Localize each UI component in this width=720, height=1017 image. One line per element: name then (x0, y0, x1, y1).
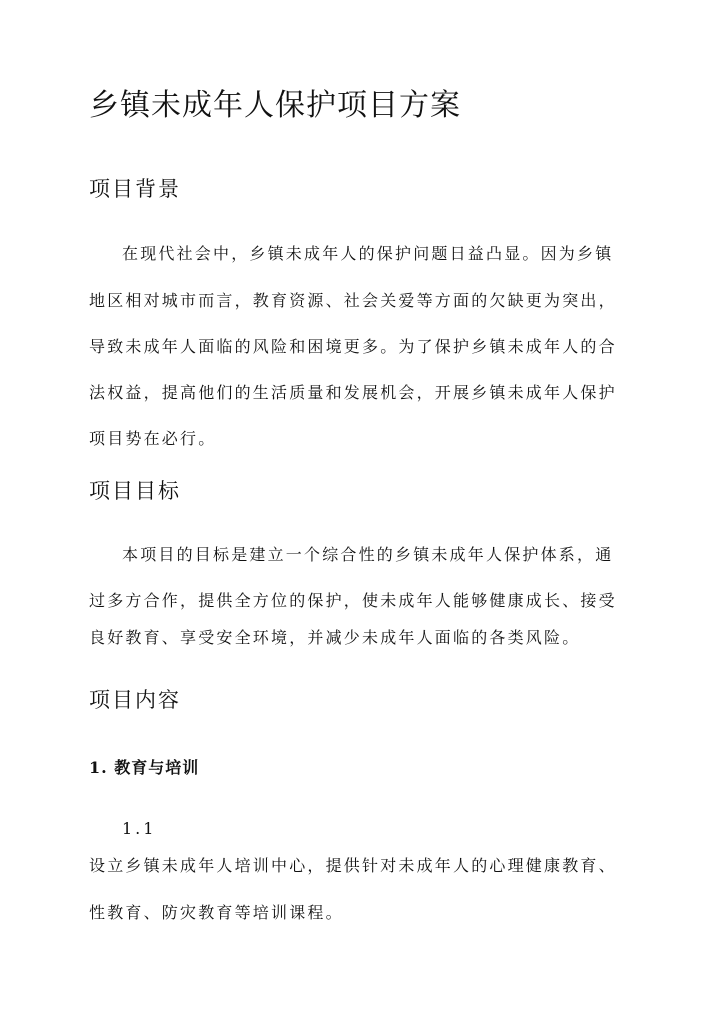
section-heading-content: 项目内容 (89, 688, 181, 712)
paragraph-line: 设立乡镇未成年人培训中心，提供针对未成年人的心理健康教育、 (89, 856, 617, 875)
subsection-heading: 1. 教育与培训 (89, 758, 200, 777)
paragraph-line: 在现代社会中，乡镇未成年人的保护问题日益凸显。因为乡镇 (122, 244, 614, 263)
paragraph-line: 项目势在必行。 (89, 429, 217, 448)
paragraph-line: 性教育、防灾教育等培训课程。 (89, 903, 344, 922)
paragraph-line: 良好教育、享受安全环境，并减少未成年人面临的各类风险。 (89, 628, 581, 647)
section-heading-goals: 项目目标 (89, 479, 181, 503)
document-title: 乡镇未成年人保护项目方案 (89, 88, 461, 123)
paragraph-line: 本项目的目标是建立一个综合性的乡镇未成年人保护体系，通 (122, 545, 614, 564)
section-heading-background: 项目背景 (89, 177, 181, 201)
paragraph-line: 地区相对城市而言，教育资源、社会关爱等方面的欠缺更为突出， (89, 291, 617, 310)
paragraph-line: 过多方合作，提供全方位的保护，使未成年人能够健康成长、接受 (89, 591, 617, 610)
paragraph-line: 法权益，提高他们的生活质量和发展机会，开展乡镇未成年人保护 (89, 383, 617, 402)
paragraph-line: 导致未成年人面临的风险和困境更多。为了保护乡镇未成年人的合 (89, 337, 617, 356)
item-number: 1.1 (122, 819, 157, 838)
